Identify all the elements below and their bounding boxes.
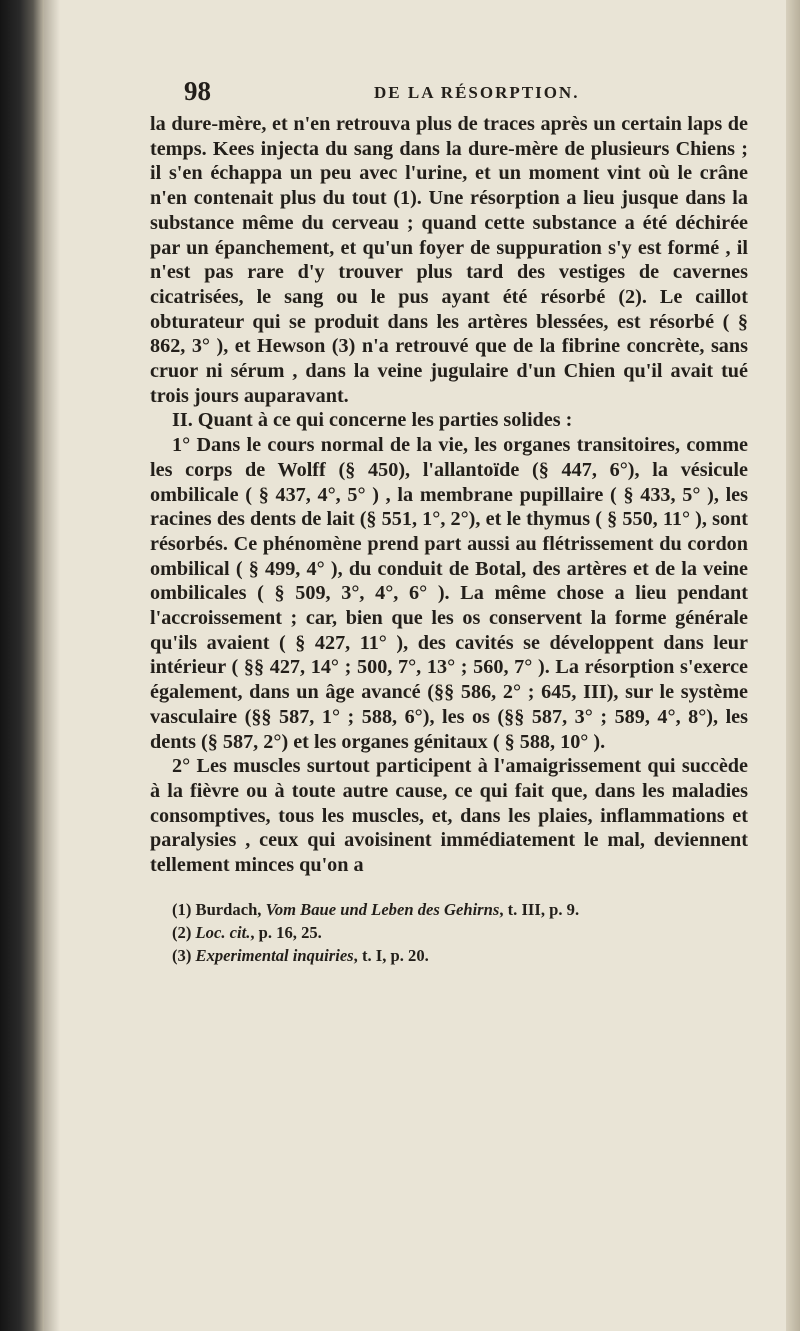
footnote-2 bbox=[172, 921, 748, 944]
footnote-text: Burdach, bbox=[195, 899, 266, 919]
footnote-reference: , t. III, p. 9. bbox=[499, 899, 580, 919]
page-number: 98 bbox=[184, 76, 211, 106]
paragraph-point-2: 2° Les muscles surtout participent à l'amaigrissement qui succède à la fièvre ou à toute autre cause, ce qui fait que, dans les maladies consomptives, tous les muscles, et, dans les plaies, inflammations et paralysies , ceux qui avoisinent immédiatement le mal, deviennent tellement minces qu'on a bbox=[150, 755, 748, 877]
body-text bbox=[150, 112, 748, 878]
paragraph-point-1: 1° Dans le cours normal de la vie, les organes transitoires, comme les corps de Wolff (§ 450), l'allantoïde (§ 447, 6°), la vésicule ombilicale ( § 437, 4°, 5° ) , la membrane pupillaire ( § 433, 5° ), les racines des dents de lait (§ 551, 1°, 2°), et le thymus ( § 550, 11° ), sont résorbés. Ce phénomène prend part aussi au flétrissement du cordon ombilical ( § 499, 4° ), du conduit de Botal, des artères et de la veine ombilicales ( § 509, 3°, 4°, 6° ). La même chose a lieu pendant l'accroissement ; car, bien que les os conservent la forme générale qu'ils avaient ( § 427, 11° ), des cavités se développent dans leur intérieur ( §§ 427, 14° ; 500, 7°, 13° ; 560, 7° ). La résorption s'exerce également, dans un âge avancé (§§ 586, 2° ; 645, III), sur le système vasculaire (§§ 587, 1° ; 588, 6°), les os (§§ 587, 3° ; 589, 4°, 8°), les dents (§ 587, 2°) et les organes génitaux ( § 588, 10° ). bbox=[150, 434, 748, 753]
footnote-work-title: Vom Baue und Leben des Gehirns bbox=[265, 899, 500, 919]
page-edge bbox=[786, 0, 800, 1331]
paragraph-section-ii: II. Quant à ce qui concerne les parties solides : bbox=[172, 409, 573, 432]
footnote-reference: , p. 16, 25. bbox=[250, 922, 322, 942]
footnotes bbox=[150, 898, 748, 967]
footnote-3 bbox=[172, 944, 748, 967]
footnote-work-title: Loc. cit. bbox=[195, 922, 251, 942]
binding-shadow bbox=[44, 0, 60, 1331]
footnote-number: (1) bbox=[172, 899, 192, 919]
footnote-number: (3) bbox=[172, 945, 192, 965]
footnote-number: (2) bbox=[172, 922, 192, 942]
footnote-reference: , t. I, p. 20. bbox=[353, 945, 429, 965]
book-page bbox=[150, 76, 748, 967]
book-binding bbox=[0, 0, 44, 1331]
paragraph-continuation: la dure-mère, et n'en retrouva plus de traces après un certain laps de temps. Kees injecta du sang dans la dure-mère de plusieurs Chiens ; il s'en échappa un peu avec l'urine, et un moment vint où le crâne n'en contenait plus du tout (1). Une résorption a lieu jusque dans la substance même du cerveau ; quand cette substance a été déchirée par un épanchement, et qu'un foyer de suppuration s'y est formé , il n'est pas rare d'y trouver plus tard des vestiges de cavernes cicatrisées, le sang ou le pus ayant été résorbé (2). Le caillot obturateur qui se produit dans les artères blessées, est résorbé ( § 862, 3° ), et Hewson (3) n'a retrouvé que de la fibrine concrète, sans cruor ni sérum , dans la veine jugulaire d'un Chien qu'il avait tué trois jours auparavant. bbox=[150, 113, 748, 407]
running-title: DE LA RÉSORPTION. bbox=[374, 83, 580, 102]
footnote-1 bbox=[172, 898, 748, 921]
page-header bbox=[150, 76, 748, 106]
footnote-work-title: Experimental inquiries bbox=[195, 945, 354, 965]
